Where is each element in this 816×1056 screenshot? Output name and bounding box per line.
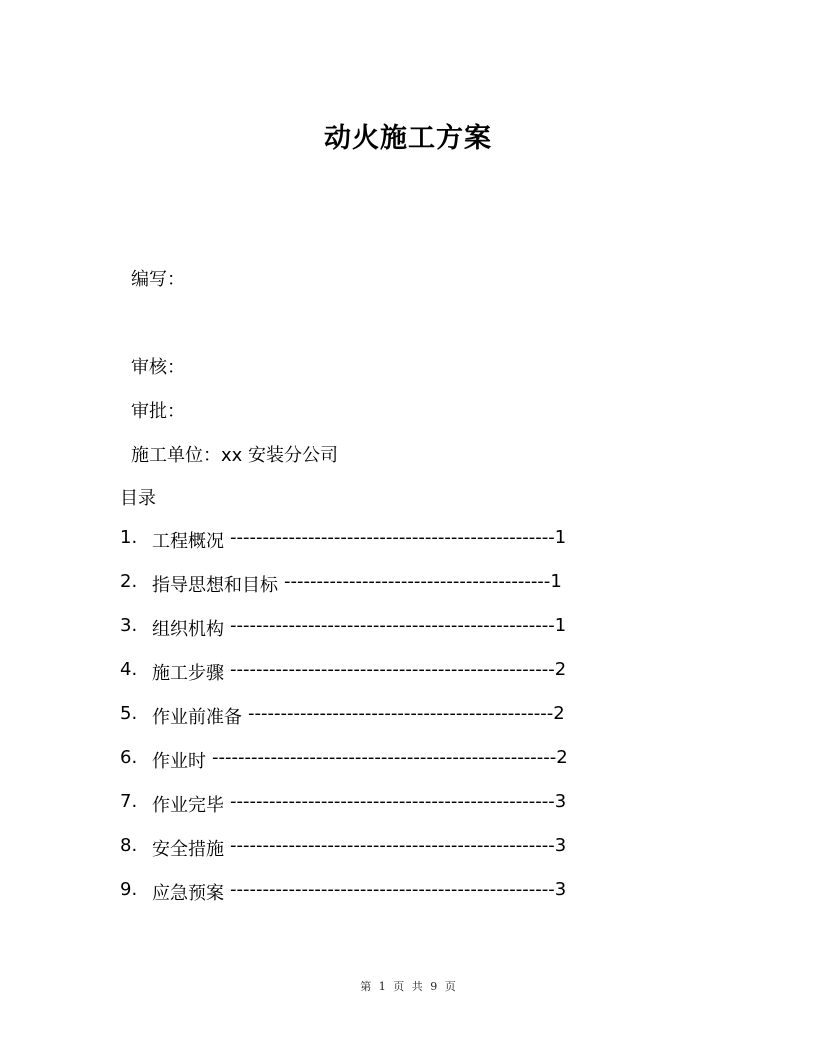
toc-item-title: 指导思想和目标: [152, 575, 278, 596]
toc-item-page: 3: [554, 879, 567, 900]
toc-item-number: 5.: [120, 703, 138, 724]
toc-item[interactable]: [120, 791, 680, 835]
toc-item[interactable]: [120, 835, 680, 879]
toc-item-page: 1: [554, 615, 567, 636]
toc-item-number: 1.: [120, 527, 138, 548]
toc-item-number: 8.: [120, 835, 138, 856]
toc-item-page: 2: [553, 703, 565, 724]
toc-item-title: 工程概况: [152, 531, 224, 552]
toc-item-page: 1: [550, 571, 562, 592]
toc-item-title: 作业时: [152, 751, 206, 772]
toc-item-leader: --------------------------------------------------: [230, 791, 555, 812]
approver-field: 审批：: [131, 401, 185, 422]
toc-item-number: 4.: [120, 659, 138, 680]
toc-item-leader: --------------------------------------------------: [230, 835, 555, 856]
toc-item-number: 9.: [120, 879, 138, 900]
author-field: 编写：: [131, 269, 185, 290]
toc-item-leader: --------------------------------------------------: [230, 615, 555, 636]
toc-item-leader: --------------------------------------------------: [230, 527, 555, 548]
toc-item-page: 2: [556, 747, 568, 768]
toc-item-title: 作业前准备: [152, 707, 242, 728]
toc-item-leader: -----------------------------------------: [284, 571, 551, 592]
toc-item[interactable]: [120, 703, 680, 747]
toc-item-number: 3.: [120, 615, 138, 636]
page-footer: 第 1 页 共 9 页: [360, 980, 456, 993]
toc-heading: 目录: [120, 488, 156, 509]
toc-item-number: 6.: [120, 747, 138, 768]
toc-item-page: 2: [554, 659, 567, 680]
toc-item-page: 3: [554, 791, 567, 812]
toc-item-leader: -----------------------------------------------------: [212, 747, 557, 768]
toc-item[interactable]: [120, 527, 680, 571]
toc-item-title: 安全措施: [152, 839, 224, 860]
toc-item-page: 1: [554, 527, 567, 548]
reviewer-field: 审核：: [131, 357, 185, 378]
toc-item-number: 7.: [120, 791, 138, 812]
toc-item-title: 施工步骤: [152, 663, 224, 684]
toc-item-title: 作业完毕: [152, 795, 224, 816]
toc-item-leader: -----------------------------------------------: [248, 703, 554, 724]
toc-item-page: 3: [554, 835, 567, 856]
toc-item[interactable]: [120, 571, 680, 615]
contractor-field: 施工单位：xx 安装分公司: [131, 445, 339, 466]
toc-item-leader: --------------------------------------------------: [230, 659, 555, 680]
toc-item-leader: --------------------------------------------------: [230, 879, 555, 900]
toc-item[interactable]: [120, 615, 680, 659]
document-title: 动火施工方案: [324, 123, 492, 154]
toc-item-number: 2.: [120, 571, 138, 592]
table-of-contents: [120, 527, 680, 923]
toc-item-title: 应急预案: [152, 883, 224, 904]
toc-item[interactable]: [120, 879, 680, 923]
toc-item[interactable]: [120, 747, 680, 791]
toc-item[interactable]: [120, 659, 680, 703]
toc-item-title: 组织机构: [152, 619, 224, 640]
